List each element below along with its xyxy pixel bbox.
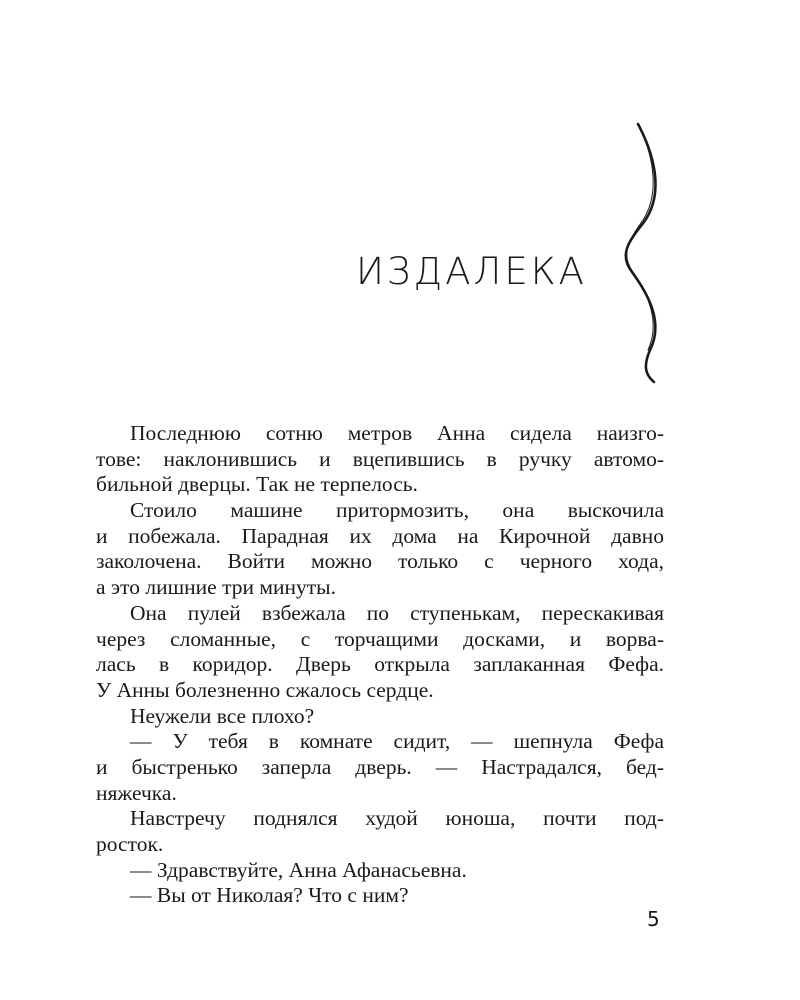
text-line: а это лишние три минуты. [96,575,336,600]
text-line: и быстренько заперла дверь. — Настрадался, бед- [96,754,664,779]
text-line: — Здравствуйте, Анна Афанасьевна. [130,857,467,882]
text-line: лась в коридор. Дверь открыла заплаканная Фефа. [96,652,664,677]
text-line: через сломанные, с торчащими досками, и ворва- [96,626,664,651]
text-line: заколочена. Войти можно только с черного хода, [96,549,664,574]
text-line: Неужели все плохо? [130,703,315,728]
text-line: няжечка. [96,780,177,805]
text-line: — У тебя в комнате сидит, — шепнула Фефа [130,729,664,754]
text-line: росток. [96,832,164,856]
text-line: тове: наклонившись и вцепившись в ручку автомо- [96,446,664,471]
chapter-title: ИЗДАЛЕКА [356,250,587,293]
text-line: Она пулей взбежала по ступенькам, перескакивая [130,600,664,625]
text-line: — Вы от Николая? Что с ним? [130,883,409,908]
text-line: У Анны болезненно сжалось сердце. [96,677,434,702]
text-line: Навстречу поднялся худой юноша, почти под- [130,806,664,831]
text-line: Стоило машине притормозить, она выскочила [130,498,664,523]
wave-ornament-icon [614,122,664,384]
text-line: бильной дверцы. Так не терпелось. [96,472,418,497]
text-line: Последнюю сотню метров Анна сидела наизго- [130,421,664,445]
body-text [96,421,664,909]
page-number: 5 [647,907,660,931]
text-line: и побежала. Парадная их дома на Кирочной давно [96,523,664,548]
